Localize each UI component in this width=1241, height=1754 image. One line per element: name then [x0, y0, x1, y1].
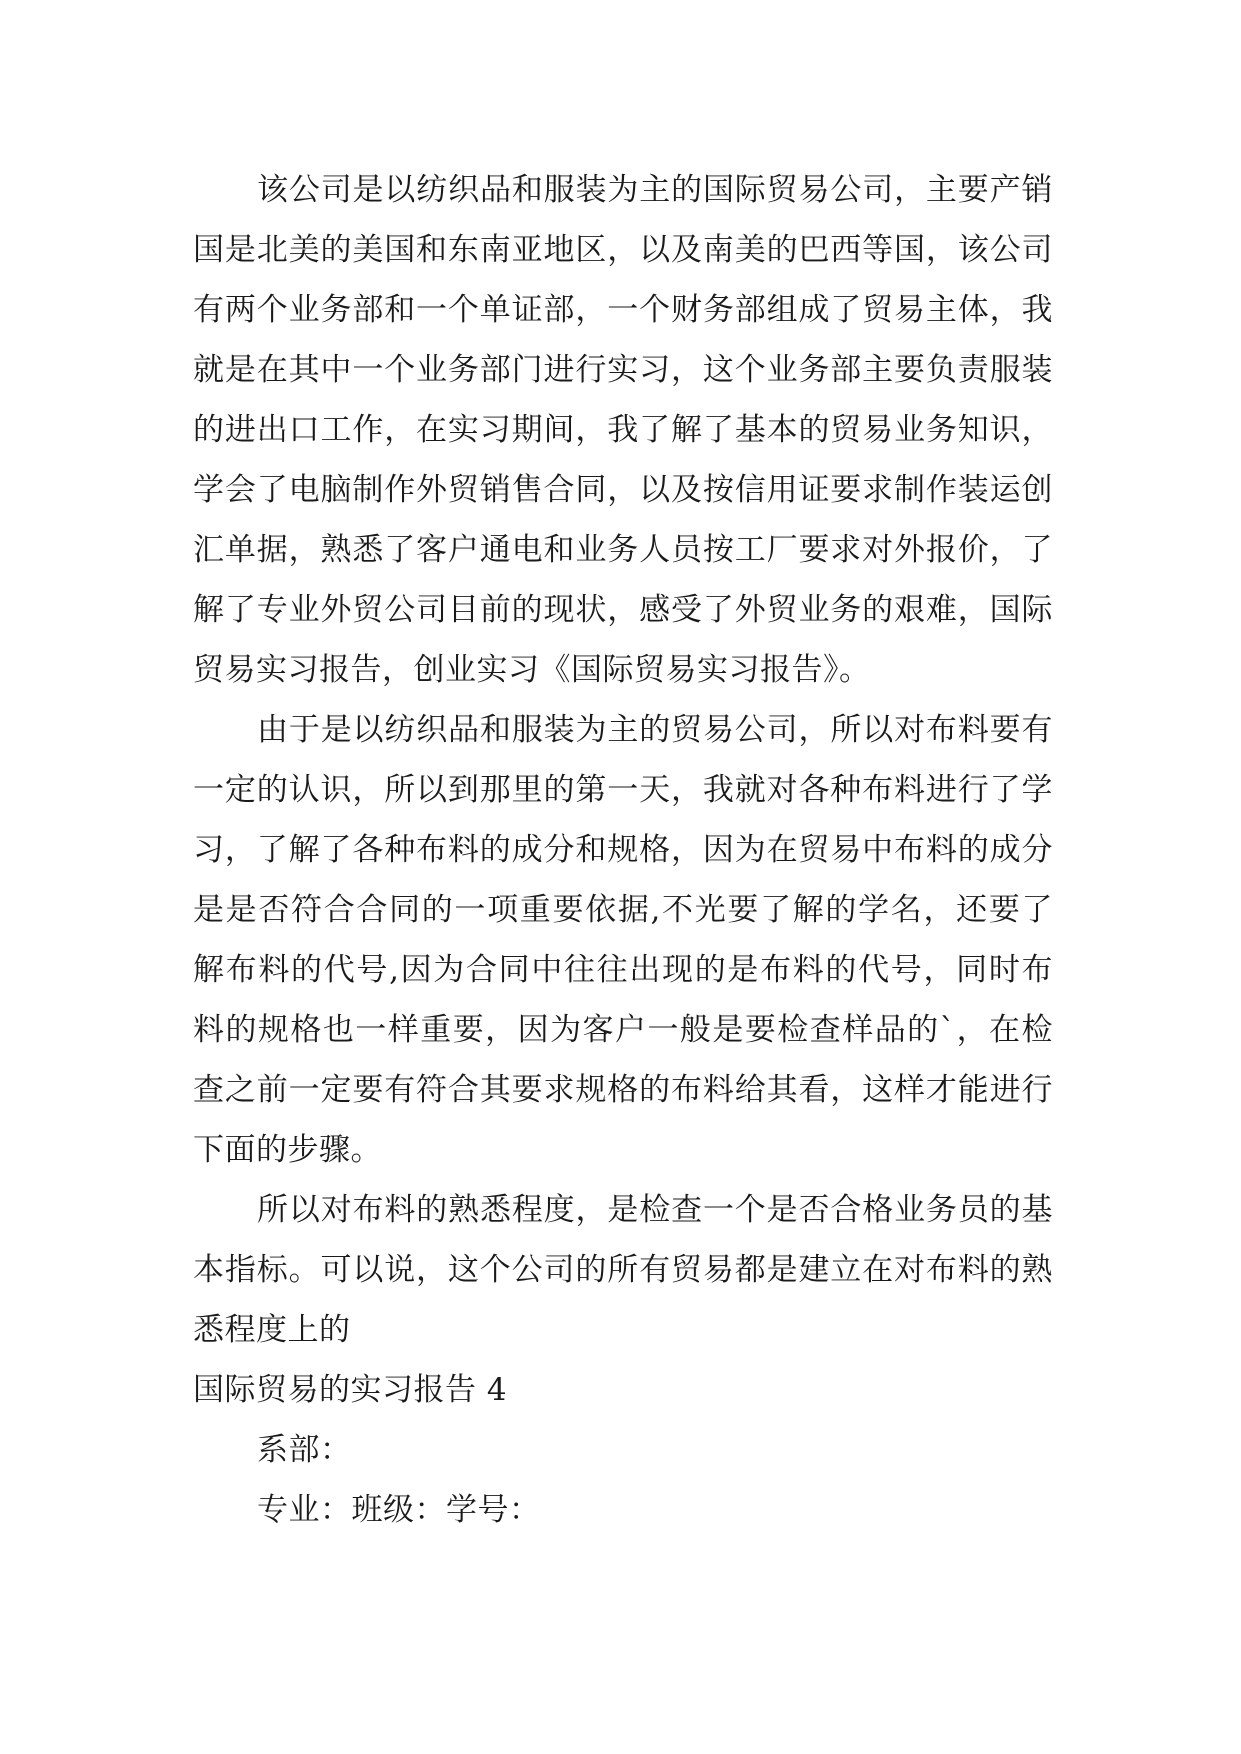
- paragraph-fabric-familiarity: 所以对布料的熟悉程度，是检查一个是否合格业务员的基本指标。可以说，这个公司的所有贸易都是建立在对布料的熟悉程度上的: [193, 1192, 1053, 1348]
- section-title: 国际贸易的实习报告 4: [193, 1372, 508, 1408]
- paragraph-company-intro: 该公司是以纺织品和服装为主的国际贸易公司，主要产销国是北美的美国和东南亚地区，以及南美的巴西等国，该公司有两个业务部和一个单证部，一个财务部组成了贸易主体，我就是在其中一个业务部门进行实习，这个业务部主要负责服装的进出口工作，在实习期间，我了解了基本的贸易业务知识，学会了电脑制作外贸销售合同，以及按信用证要求制作装运创汇单据，熟悉了客户通电和业务人员按工厂要求对外报价，了解了专业外贸公司目前的现状，感受了外贸业务的艰难，国际贸易实习报告，创业实习《国际贸易实习报告》。: [193, 172, 1053, 688]
- field-department: 系部：: [257, 1432, 352, 1468]
- document-page: [193, 160, 1053, 1540]
- paragraph-fabric-learning: 由于是以纺织品和服装为主的贸易公司，所以对布料要有一定的认识，所以到那里的第一天，我就对各种布料进行了学习，了解了各种布料的成分和规格，因为在贸易中布料的成分是是否符合合同的一项重要依据,不光要了解的学名，还要了解布料的代号,因为合同中往往出现的是布料的代号，同时布料的规格也一样重要，因为客户一般是要检查样品的`，在检查之前一定要有符合其要求规格的布料给其看，这样才能进行下面的步骤。: [193, 712, 1053, 1168]
- field-major-class-id: 专业：班级：学号：: [257, 1492, 541, 1528]
